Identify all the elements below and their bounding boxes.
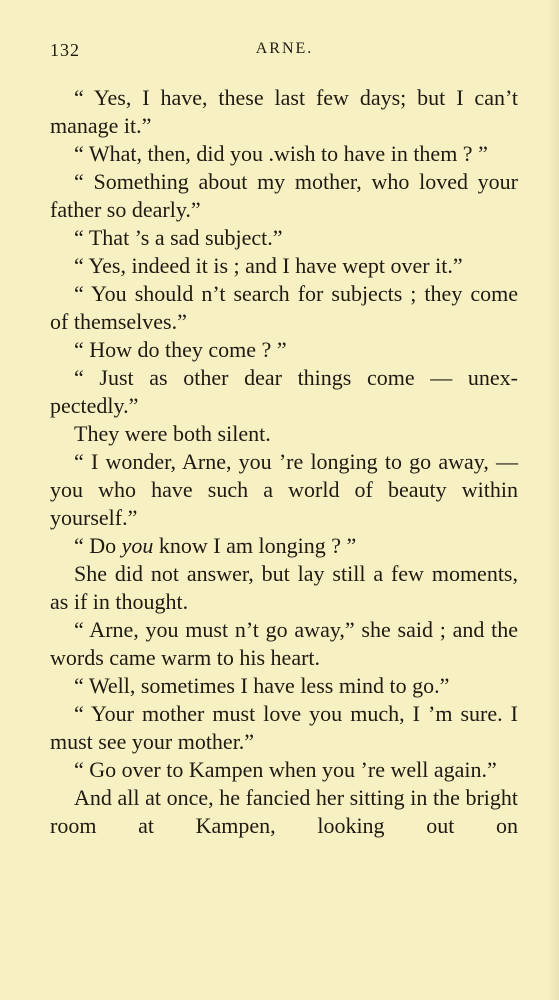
paragraph-3: “ Something about my mother, who loved your father so dearly.”: [50, 169, 518, 222]
paragraph-11-after: know I am longing ? ”: [153, 533, 357, 558]
paragraph-12: She did not answer, but lay still a few moments, as if in thought.: [50, 561, 518, 614]
page-number: 132: [50, 40, 80, 60]
paragraph-13: “ Arne, you must n’t go away,” she said ; and the words came warm to his heart.: [50, 617, 518, 670]
paragraph-2: “ What, then, did you .wish to have in them ? ”: [74, 141, 488, 166]
paragraph-11-before: “ Do: [74, 533, 122, 558]
paragraph-11: [50, 532, 518, 560]
paragraph-11-emphasis: you: [121, 533, 154, 558]
paragraph-5: “ Yes, indeed it is ; and I have wept over it.”: [74, 253, 463, 278]
paragraph-17: And all at once, he fancied her sitting in the bright room at Kampen, looking out on: [50, 785, 518, 838]
page-edge-shadow: [547, 0, 559, 1000]
paragraph-16: “ Go over to Kampen when you ’re well again.”: [74, 757, 497, 782]
paragraph-8: “ Just as other dear things come — unex-pectedly.”: [50, 365, 518, 418]
paragraph-6: “ You should n’t search for subjects ; they come of themselves.”: [50, 281, 518, 334]
paragraph-14: “ Well, sometimes I have less mind to go.”: [74, 673, 450, 698]
paragraph-4: “ That ’s a sad subject.”: [74, 225, 283, 250]
running-title: ARNE.: [255, 40, 314, 57]
paragraph-15: “ Your mother must love you much, I ’m sure. I must see your mother.”: [50, 701, 518, 754]
page-header: [50, 40, 519, 70]
body-text: [50, 84, 518, 840]
paragraph-7: “ How do they come ? ”: [74, 337, 287, 362]
paragraph-1: “ Yes, I have, these last few days; but I can’t manage it.”: [50, 85, 518, 138]
paragraph-10: “ I wonder, Arne, you ’re longing to go away, — you who have such a world of beauty within yourself.”: [50, 449, 518, 530]
paragraph-9: They were both silent.: [74, 421, 271, 446]
